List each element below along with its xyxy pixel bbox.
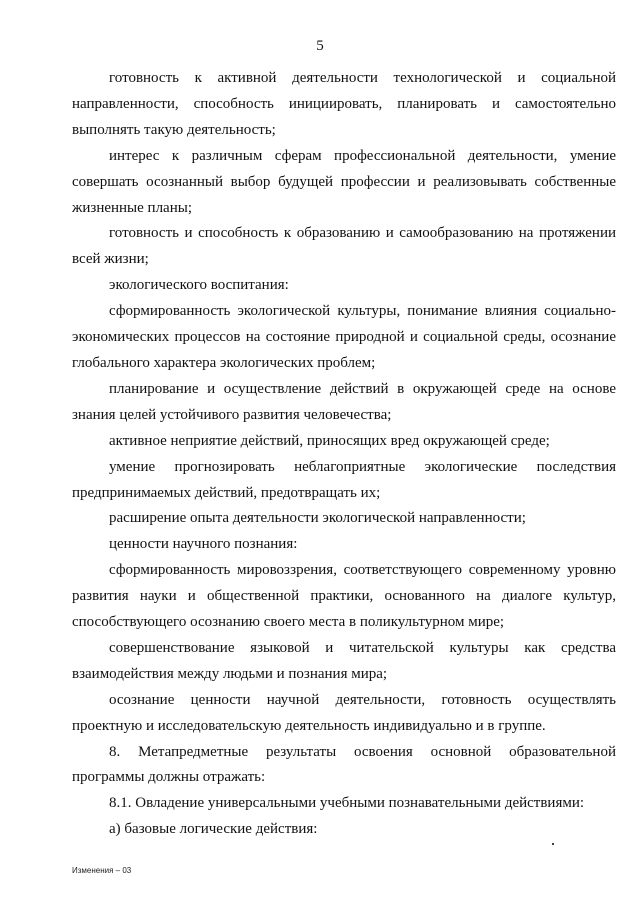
paragraph: активное неприятие действий, приносящих вред окружающей среде;	[109, 432, 550, 449]
section-heading: экологического воспитания:	[109, 277, 289, 294]
scan-speck	[552, 843, 554, 845]
paragraph: а) базовые логические действия:	[109, 821, 318, 838]
paragraph: готовность и способность к образованию и самообразованию на протяжении всей жизни;	[72, 225, 616, 268]
paragraph: сформированность мировоззрения, соответствующего современному уровню развития науки и общественной практики, основанного на диалоге культур, способствующего осознанию своего места в поликультурном мире;	[72, 562, 616, 631]
page-number: 5	[316, 38, 324, 54]
paragraph: расширение опыта деятельности экологической направленности;	[109, 510, 526, 527]
paragraph: совершенствование языковой и читательской культуры как средства взаимодействия между людьми и познания мира;	[72, 639, 616, 682]
paragraph: 8. Метапредметные результаты освоения основной образовательной программы должны отражать:	[72, 743, 616, 786]
paragraph: планирование и осуществление действий в окружающей среде на основе знания целей устойчивого развития человечества;	[72, 380, 616, 423]
document-body	[72, 66, 616, 843]
section-heading: ценности научного познания:	[109, 536, 298, 553]
paragraph: умение прогнозировать неблагоприятные экологические последствия предпринимаемых действий, предотвращать их;	[72, 458, 616, 501]
paragraph: сформированность экологической культуры, понимание влияния социально-экономических процессов на состояние природной и социальной среды, осознание глобального характера экологических проблем;	[72, 303, 616, 371]
paragraph: 8.1. Овладение универсальными учебными познавательными действиями:	[109, 795, 585, 812]
paragraph: готовность к активной деятельности технологической и социальной направленности, способность инициировать, планировать и самостоятельно выполнять такую деятельность;	[72, 70, 616, 138]
footer-revision: Изменения – 03	[72, 866, 132, 875]
paragraph: интерес к различным сферам профессиональной деятельности, умение совершать осознанный выбор будущей профессии и реализовывать собственные жизненные планы;	[72, 147, 616, 216]
paragraph: осознание ценности научной деятельности, готовность осуществлять проектную и исследовательскую деятельность индивидуально и в группе.	[72, 691, 616, 734]
